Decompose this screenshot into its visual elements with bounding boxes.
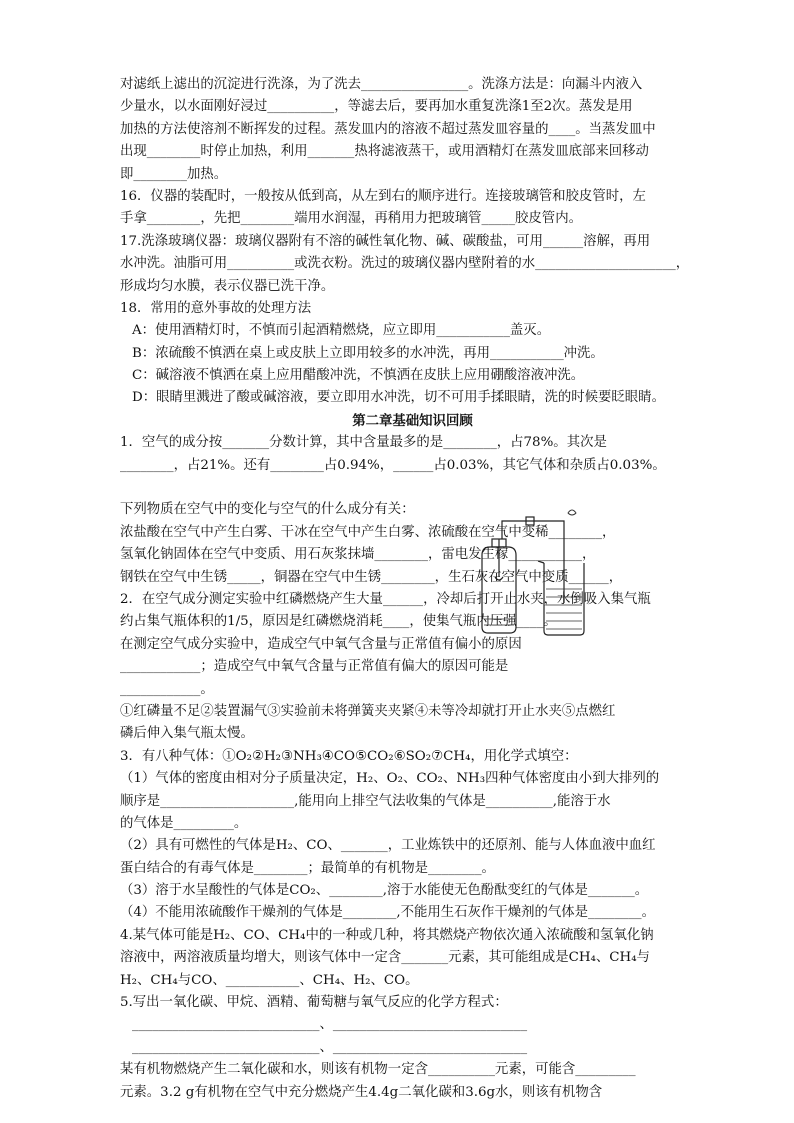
question-16: 16．仪器的装配时，一般按从低到高，从左到右的顺序进行。连接玻璃管和胶皮管时，左 xyxy=(120,188,646,204)
text-line: ____________。 xyxy=(120,681,214,697)
text-line: 加热的方法使溶剂不断挥发的过程。蒸发皿内的溶液不超过蒸发皿容量的____。当蒸发皿中 xyxy=(120,121,656,137)
text-line: 下列物质在空气中的变化与空气的什么成分有关： xyxy=(120,502,415,518)
option-b: B：浓硫酸不慎洒在桌上或皮肤上立即用较多的水冲洗，再用___________冲洗。 xyxy=(132,345,604,361)
text-line: 顺序是____________________,能用向上排空气法收集的气体是__________,能溶于水 xyxy=(120,793,611,809)
option-a: A：使用酒精灯时，不慎而引起酒精燃烧，应立即用___________盖灭。 xyxy=(132,323,551,339)
text-line: ____________；造成空气中氧气含量与正常值有偏大的原因可能是 xyxy=(120,659,509,675)
text-line: H₂、CH₄与CO、___________、CH₄、H₂、CO。 xyxy=(120,972,419,988)
answer-line: ____________________________、_____________________________ xyxy=(132,1039,528,1055)
question-1: 1．空气的成分按_______分数计算，其中含量最多的是________，占78%。其次是 xyxy=(120,435,607,451)
text-line: （4）不能用浓硫酸作干燥剂的气体是________,不能用生石灰作干燥剂的气体是________。 xyxy=(120,905,656,921)
text-line: （2）具有可燃性的气体是H₂、CO、_______，工业炼铁中的还原剂、能与人体血液中血红 xyxy=(120,838,656,854)
text-line: 出现________时停止加热，利用_______热将滤液蒸干，或用酒精灯在蒸发皿底部来回移动 xyxy=(120,144,649,160)
question-18: 18．常用的意外事故的处理方法 xyxy=(120,300,312,316)
text-line: ①红磷量不足②装置漏气③实验前未将弹簧夹夹紧④未等冷却就打开止水夹⑤点燃红 xyxy=(120,703,616,719)
apparatus-diagram xyxy=(468,507,590,641)
document-page xyxy=(120,74,705,1104)
text-line: 元素。3.2 g有机物在空气中充分燃烧产生4.4g二氧化碳和3.6g水，则该有机物含 xyxy=(120,1084,603,1100)
text-line: 磷后伸入集气瓶太慢。 xyxy=(120,726,254,742)
text-line: 对滤纸上滤出的沉淀进行洗涤，为了洗去________________。洗涤方法是：向漏斗内液入 xyxy=(120,77,643,92)
text-line: 氢氧化钠固体在空气中变质、用石灰浆抹墙________，雷电发生稼___________， xyxy=(120,547,596,563)
text-line: ________，占21%。还有________占0.94%，______占0.03%，其它气体和杂质占0.03%。 xyxy=(120,457,666,473)
option-c: C：碱溶液不慎洒在桌上应用醋酸冲洗，不慎洒在皮肤上应用硼酸溶液冲洗。 xyxy=(132,368,585,384)
text-line: 溶液中，两溶液质量均增大，则该气体中一定含_______元素，其可能组成是CH₄、CH₄与 xyxy=(120,950,650,966)
text-line: 少量水，以水面刚好浸过__________，等滤去后，要再加水重复洗涤1至2次。蒸发是用 xyxy=(120,99,633,115)
question-17: 17.洗涤玻璃仪器：玻璃仪器附有不溶的碱性氧化物、碱、碳酸盐，可用______溶解，再用 xyxy=(120,233,651,249)
text-line: （1）气体的密度由相对分子质量决定，H₂、O₂、CO₂、NH₃四种气体密度由小到大排列的 xyxy=(120,771,660,787)
text-line: 的气体是_________。 xyxy=(120,815,248,831)
text-line: 约占集气瓶体积的1/5，原因是红磷燃烧消耗____，使集气瓶内压强____。 xyxy=(120,614,557,630)
text-line: 手拿________，先把________端用水润湿，再稍用力把玻璃管_____胶皮管内。 xyxy=(120,211,582,227)
text-line: 在测定空气成分实验中，造成空气中氧气含量与正常值有偏小的原因 xyxy=(120,636,522,652)
chapter-heading: 第二章基础知识回顾 xyxy=(352,412,473,429)
question-3: 3．有八种气体：①O₂②H₂③NH₃④CO⑤CO₂⑥SO₂⑦CH₄，用化学式填空： xyxy=(120,748,578,764)
question-4: 4.某气体可能是H₂、CO、CH₄中的一种或几种，将其燃烧产物依次通入浓硫酸和氢氧化钠 xyxy=(120,927,654,943)
text-line: 形成均匀水膜，表示仪器已洗干净。 xyxy=(120,278,335,294)
option-d: D：眼睛里溅进了酸或碱溶液，要立即用水冲洗，切不可用手揉眼睛，洗的时候要眨眼睛。 xyxy=(132,390,665,406)
text-line: 即________加热。 xyxy=(120,166,228,182)
text-line: （3）溶于水呈酸性的气体是CO₂、________,溶于水能使无色酚酞变红的气体是_______。 xyxy=(120,883,649,899)
blank-line xyxy=(120,477,705,499)
answer-line: ____________________________、_____________________________ xyxy=(132,1017,528,1033)
text-line: 钢铁在空气中生锈_____，铜器在空气中生锈________，生石灰在空气中变质______， xyxy=(120,569,623,585)
text-line: 蛋白结合的有毒气体是________；最简单的有机物是________。 xyxy=(120,860,495,876)
question-2: 2．在空气成分测定实验中红磷燃烧产生大量______，冷却后打开止水夹，水倒吸入集气瓶 xyxy=(120,591,651,607)
text-line: 浓盐酸在空气中产生白雾、干冰在空气中产生白雾、浓硫酸在空气中变稀________， xyxy=(120,524,616,540)
text-line: 某有机物燃烧产生二氧化碳和水，则该有机物一定含__________元素，可能含_________ xyxy=(120,1062,636,1078)
text-line: 水冲洗。油脂可用__________或洗衣粉。洗过的玻璃仪器内壁附着的水_____________________， xyxy=(120,256,690,272)
question-5: 5.写出一氧化碳、甲烷、酒精、葡萄糖与氧气反应的化学方程式： xyxy=(120,995,508,1011)
